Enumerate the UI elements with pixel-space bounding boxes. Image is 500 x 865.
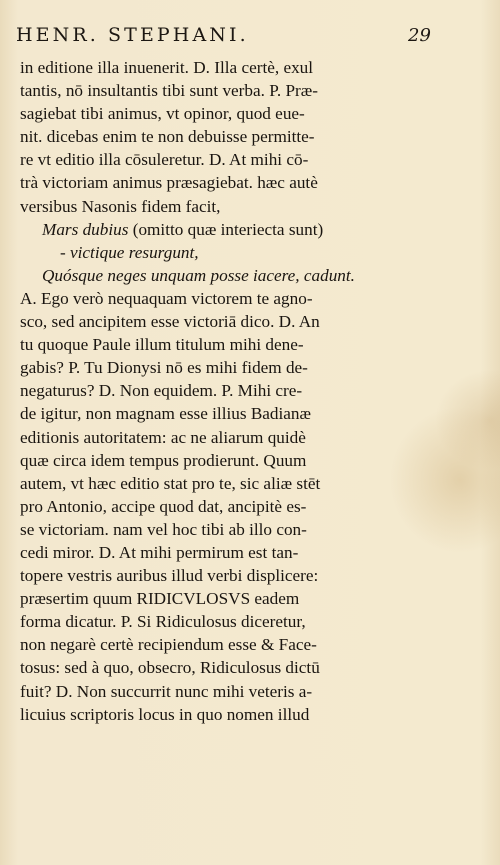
- body-text: [20, 56, 412, 726]
- text-line: Mars dubius (omitto quæ interiecta sunt): [42, 219, 324, 239]
- text-line: pro Antonio, accipe quod dat, ancipitè es-: [20, 496, 307, 516]
- text-line: se victoriam. nam vel hoc tibi ab illo con-: [20, 519, 307, 539]
- text-line: præsertim quum RIDICVLOSVS eadem: [20, 589, 300, 609]
- italic-run: Mars dubius: [42, 219, 133, 239]
- text-line: versibus Nasonis fidem facit,: [20, 196, 221, 216]
- text-line: topere vestris auribus illud verbi displicere:: [20, 566, 319, 586]
- text-line: fuit? D. Non succurrit nunc mihi veteris a-: [20, 681, 313, 701]
- text-line: tosus: sed à quo, obsecro, Ridiculosus dictū: [20, 658, 320, 678]
- text-line: autem, vt hæc editio stat pro te, sic aliæ stēt: [20, 473, 321, 493]
- text-line: editionis autoritatem: ac ne aliarum quidè: [20, 427, 306, 447]
- text-line: re vt editio illa cōsuleretur. D. At mihi cō-: [20, 150, 309, 170]
- text-line: trà victoriam animus præsagiebat. hæc autè: [20, 173, 318, 193]
- text-line: tu quoque Paule illum titulum mihi dene-: [20, 335, 304, 355]
- text-line: licuius scriptoris locus in quo nomen illud: [20, 704, 310, 724]
- text-line: in editione illa inuenerit. D. Illa certè, exul: [20, 58, 314, 77]
- text-line: sagiebat tibi animus, vt opinor, quod eue-: [20, 104, 305, 124]
- text-line: - victique resurgunt,: [60, 242, 199, 262]
- text-line: non negarè certè recipiendum esse & Face-: [20, 635, 317, 655]
- text-line: nit. dicebas enim te non debuisse permitte-: [20, 127, 315, 147]
- text-line: Quósque neges unquam posse iacere, cadunt.: [42, 265, 355, 285]
- text-line: de igitur, non magnam esse illius Badianæ: [20, 404, 311, 424]
- text-line: cedi miror. D. At mihi permirum est tan-: [20, 542, 299, 562]
- text-line: forma dicatur. P. Si Ridiculosus diceretur,: [20, 612, 306, 632]
- text-line: quæ circa idem tempus prodierunt. Quum: [20, 450, 307, 470]
- text-line: tantis, nō insultantis tibi sunt verba. P. Præ-: [20, 81, 318, 101]
- text-line: sco, sed ancipitem esse victoriā dico. D. An: [20, 312, 320, 332]
- text-line: negaturus? D. Non equidem. P. Mihi cre-: [20, 381, 303, 401]
- running-title: HENR. STEPHANI.: [16, 24, 249, 46]
- page-number: 29: [408, 25, 431, 46]
- text-line: gabis? P. Tu Dionysi nō es mihi fidem de-: [20, 358, 308, 378]
- text-line: A. Ego verò nequaquam victorem te agno-: [20, 288, 313, 308]
